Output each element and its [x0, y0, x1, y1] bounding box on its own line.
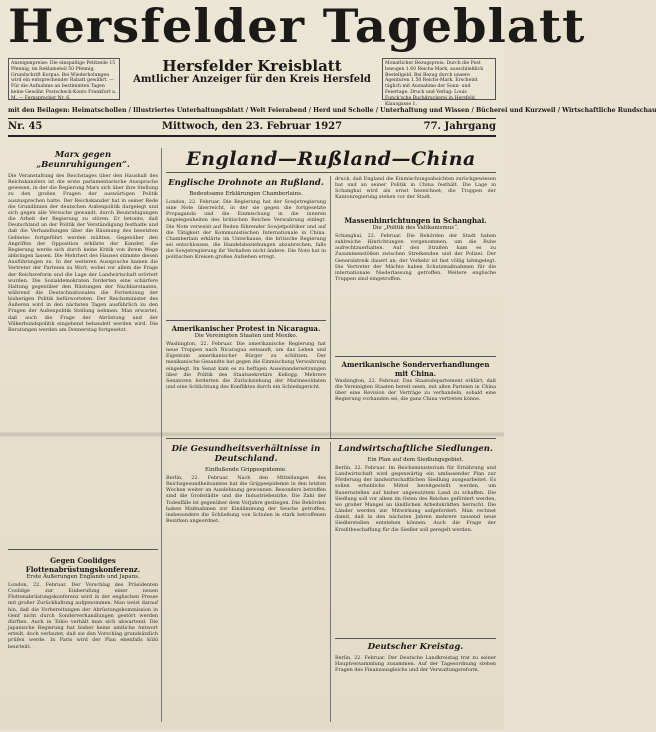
masthead-title: Hersfelder Tageblatt — [8, 0, 586, 54]
bottom-rule — [8, 135, 496, 137]
article-body: Berlin, 22. Februar. Nach den Mitteilungen des Reichsgesundheitsamtes hat die Grippeepidemie in den letzten Wochen weiter an Ausdehnung gewonnen. Besonders betroffen sind die Großstädte und die Industriebezirke. Die Zahl der Todesfälle ist gegenüber dem Vorjahre gestiegen. Die Behörden haben Maßnahmen zur Eindämmung der Seuche getroffen, insbesondere die Schließung von Schulen in stark betroffenen Bezirken angeordnet. — [166, 475, 326, 525]
left-column — [8, 148, 158, 722]
article-body: Die Veranstaltung des Reichstages über den Haushalt des Reichskanzlers ist die erste parlamentarische Aussprache gewesen, in der die Regierung Marx sich über ihre Stellung zu den großen Fragen der auswärtigen Politik auszusprechen hatte. Der Reichskanzler hat in seiner Rede die Grundlinien der deutschen Außenpolitik dargelegt und sich gegen alle Versuche gewandt, durch Beunruhigungen die Arbeit der Regierung zu stören. Er betonte, daß Deutschland an der Politik der Verständigung festhalte und daß die Verhandlungen über die Räumung des besetzten Gebietes fortgeführt werden müßten. Gegenüber den Angriffen der Opposition erklärte der Kanzler, die Regierung werde sich durch keine Kritik von ihrem Wege abbringen lassen. Die Mehrheit des Hauses stimmte diesen Ausführungen zu. In der weiteren Aussprache kamen die Vertreter der Parteien zu Wort, wobei vor allem die Frage der Reichsreform und die Lage der Landwirtschaft erörtert wurden. Die Sozialdemokraten forderten eine schärfere Haltung gegenüber den Rüstungen der Nachbarstaaten, während die Deutschnationalen die Fortsetzung der bisherigen Politik befürworteten. Der Reichsminister des Äußeren wird in den nächsten Tagen ausführlich zu den Fragen der Außenpolitik Stellung nehmen. Man erwartet, daß auch die Frage der Abrüstung und der Völkerbundspolitik eingehend behandelt werden wird. Die Beratungen werden am Donnerstag fortgesetzt. — [8, 173, 158, 333]
column-divider — [161, 148, 162, 722]
right-column — [335, 176, 496, 432]
section-rule — [166, 438, 496, 439]
top-rule — [8, 118, 496, 119]
subscription-price-box: Monatlicher Bezugspreis: Durch die Post bezogen 1.60 Reichs-Mark, ausschließlich Bestellgeld. Bei Bezug durch unsere Agenturen 1.50 Reichs-Mark. Erscheint täglich mit Ausnahme der Sonn- und Feiertage. Druck und Verlag: Louis Funck'sche Buchdruckerei in Hersfeld, Klausgasse 1. — [382, 58, 496, 100]
article-deck: Bedeutsame Erklärungen Chamberlains. — [189, 191, 303, 197]
advertising-rates-box: Anzeigenpreise: Die einspaltige Petitzeile 15 Pfennig, im Reklameteil 50 Pfennig. Grundschrift Korpus. Bei Wiederholungen wird ein entsprechender Rabatt gewährt. — Für die Aufnahme an bestimmten Tagen keine Gewähr. Postscheck-Konto Frankfurt a. M. — Fernsprecher Nr. 6. — [8, 58, 120, 100]
article-separator — [166, 320, 326, 321]
article-separator — [335, 356, 496, 357]
article-separator — [335, 638, 496, 639]
middle-column — [166, 176, 326, 432]
right-column-lower — [335, 442, 496, 722]
subcolumn-divider-lower — [330, 442, 331, 722]
issue-number: Nr. 45 — [8, 121, 43, 132]
headline-rule — [166, 172, 496, 173]
article-headline: Landwirtschaftliche Siedlungen. — [338, 444, 493, 454]
volume-number: 77. Jahrgang — [423, 121, 496, 132]
article-headline: Die Gesundheitsverhältnisse in Deutschland. — [171, 444, 321, 464]
dateline — [8, 120, 496, 134]
article-deck: Erste Äußerungen Englands und Japans. — [26, 574, 140, 580]
article-deck: Einflußende Grippeepidemie. — [205, 467, 287, 473]
main-headline: England—Rußland—China — [186, 148, 476, 170]
article-body: Schanghai, 22. Februar. Die Behörden der Stadt haben zahlreiche Hinrichtungen vorgenommen, um die Ruhe aufrechtzuerhalten. Auf den Straßen kam es zu Zusammenstößen zwischen Streikenden und der Polizei. Der Generalstreik dauert an; der Verkehr ist fast völlig lahmgelegt. Die Vertreter der Mächte haben Schutzmaßnahmen für die internationale Niederlassung getroffen. Weitere englische Truppen sind eingetroffen. — [335, 233, 496, 283]
article-headline: Marx gegen „Beunruhigungen“. — [36, 150, 130, 170]
middle-column-lower — [166, 442, 326, 722]
issue-date: Mittwoch, den 23. Februar 1927 — [161, 121, 343, 132]
article-headline: Massenhinrichtungen in Schanghai. — [344, 216, 487, 225]
article-body: Berlin, 22. Februar. Der Deutsche Landkreistag trat zu seiner Hauptversammlung zusammen. Auf der Tagesordnung stehen Fragen des Finanzausgleichs und der Verwaltungsreform. — [335, 655, 496, 674]
article-deck: Ein Plan auf dem Siedlungsgebiet. — [367, 457, 464, 463]
supplements-line: mit den Beilagen: Heimatschollen / Illustriertes Unterhaltungsblatt / Welt Feierabend / Herd und Scholle / Unterhaltung und Wissen / Bücherei und Kurzweil / Wirtschaftliche Rundschau — [8, 107, 656, 114]
article-body: London, 22. Februar. Der Vorschlag des Präsidenten Coolidge zur Einberufung einer neuen Flottenabrüstungskonferenz wird in der englischen Presse mit großer Zurückhaltung aufgenommen. Man weist darauf hin, daß die Vorbereitungen der Abrüstungskommission in Genf nicht durch Sonderverhandlungen gestört werden dürften. Auch in Tokio verhält man sich abwartend. Die japanische Regierung hat bisher keine amtliche Antwort erteilt, doch verlautet, daß sie den Vorschlag grundsätzlich prüfen werde. In Paris wird der Plan ebenfalls kühl beurteilt. — [8, 582, 158, 650]
article-headline: Englische Drohnote an Rußland. — [168, 178, 324, 188]
article-separator — [8, 549, 158, 550]
article-headline: Amerikanische Sonderverhandlungen mit China. — [341, 360, 490, 378]
article-body: druck, daß England die Einmischungsabsichten zurückgewiesen hat und an seiner Politik in China festhält. Die Lage in Schanghai wird als ernst bezeichnet; die Truppen der Kantonregierung stehen vor der Stadt. — [335, 176, 496, 201]
article-body: Washington, 22. Februar. Das Staatsdepartement erklärt, daß die Vereinigten Staaten bereit seien, mit allen Parteien in China über eine Revision der Verträge zu verhandeln, sobald eine Regierung vorhanden sei, die ganz China vertreten könne. — [335, 378, 496, 403]
article-body: Berlin, 22. Februar. Im Reichsministerium für Ernährung und Landwirtschaft wird gegenwärtig ein umfassender Plan zur Förderung der landwirtschaftlichen Siedlung ausgearbeitet. Es sollen erhebliche Mittel bereitgestellt werden, um Bauernstellen auf bisher ungenutztem Land zu schaffen. Die Siedlung soll vor allem im Osten des Reiches gefördert werden, wo großer Mangel an ländlichen Arbeitskräften herrscht. Die Länder werden zur Mitwirkung aufgefordert. Man rechnet damit, daß in den nächsten Jahren mehrere tausend neue Siedlerstellen entstehen können. Auch die Frage der Kreditbeschaffung für die Siedler soll geregelt werden. — [335, 465, 496, 533]
article-deck: Die „Politik des Vatikanismus“. — [372, 225, 459, 231]
subcolumn-divider — [330, 176, 331, 438]
article-headline: Gegen Coolidges Flottenabrüstungskonferenz. — [25, 556, 141, 574]
article-body: London, 22. Februar. Die Regierung hat der Sowjetregierung eine Note überreicht, in der sie gegen die fortgesetzte Propaganda und die Einmischung in die inneren Angelegenheiten des britischen Reiches Verwahrung einlegt. Die Note verweist auf Reden führender Sowjetpolitiker und auf die Tätigkeit der Kommunistischen Internationale in China. Chamberlain erklärte im Unterhause, die britische Regierung sei entschlossen, die Handelsbeziehungen abzubrechen, falls die Sowjetregierung ihr Verhalten nicht ändere. Die Note hat in politischen Kreisen großes Aufsehen erregt. — [166, 199, 326, 261]
article-body: Washington, 22. Februar. Die amerikanische Regierung hat neue Truppen nach Nicaragua entsandt, um das Leben und Eigentum amerikanischer Bürger zu schützen. Der mexikanische Gesandte hat gegen die Einmischung Verwahrung eingelegt. Im Senat kam es zu heftigen Auseinandersetzungen über die Politik des Staatssekretärs Kellogg. Mehrere Senatoren forderten die Zurückziehung der Marinesoldaten und eine Schlichtung des Konfliktes durch ein Schiedsgericht. — [166, 341, 326, 391]
article-headline: Amerikanischer Protest in Nicaragua. — [171, 324, 321, 333]
article-deck: Die Vereinigten Staaten und Mexiko. — [194, 333, 298, 339]
kreisblatt-subtitle: Hersfelder Kreisblatt — [162, 57, 342, 75]
official-gazette-line: Amtlicher Anzeiger für den Kreis Hersfeld — [133, 74, 371, 85]
article-headline: Deutscher Kreistag. — [367, 642, 464, 652]
